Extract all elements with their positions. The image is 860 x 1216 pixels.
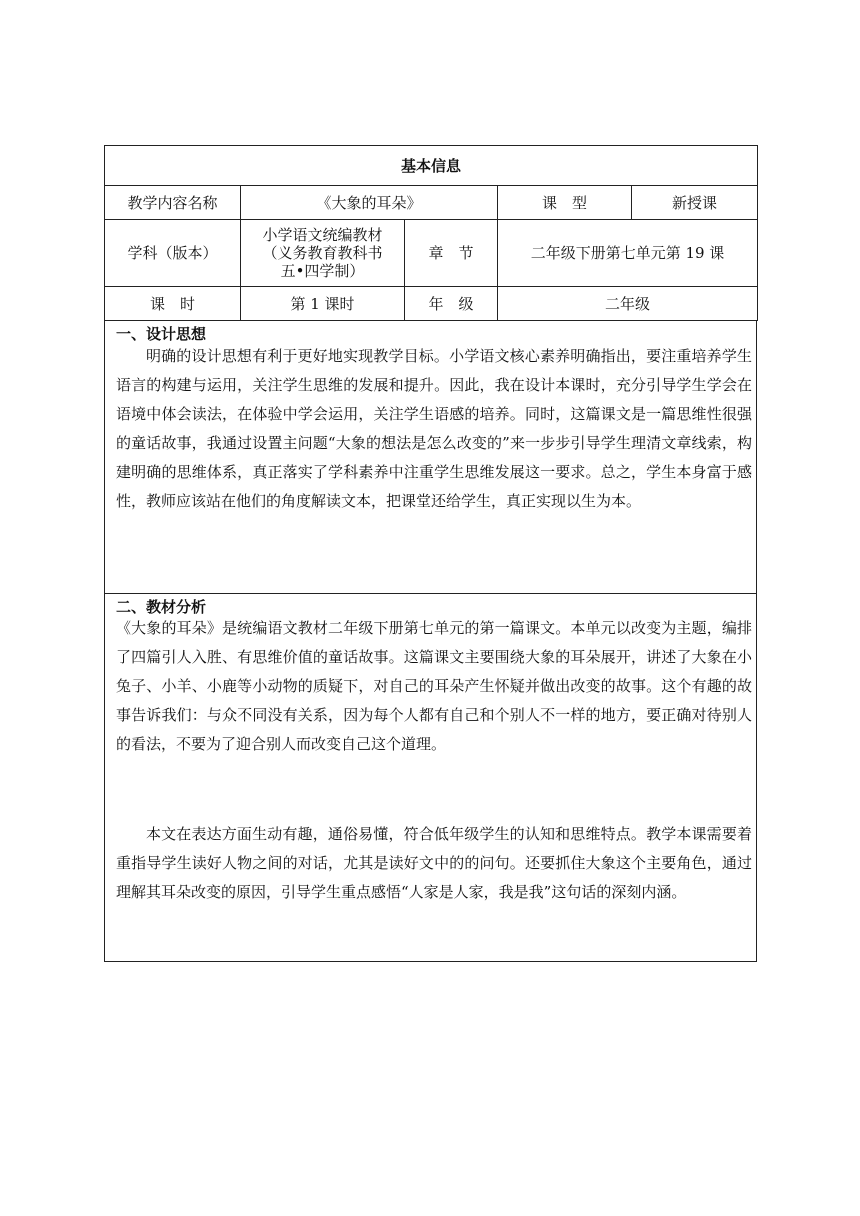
subject-value-line: （义务教育教科书 (262, 244, 383, 262)
grade-label: 年 级 (405, 287, 498, 321)
grade-value: 二年级 (498, 287, 758, 321)
design-thought-section (104, 321, 757, 594)
subject-label: 学科（版本） (105, 220, 241, 287)
content-name-value: 《大象的耳朵》 (241, 186, 498, 220)
chapter-label: 章 节 (405, 220, 498, 287)
section-paragraph: 明确的设计思想有利于更好地实现教学目标。小学语文核心素养明确指出，要注重培养学生语言的构建与运用，关注学生思维的发展和提升。因此，我在设计本课时，充分引导学生学会在语境中体会读法，在体验中学会运用，关注学生语感的培养。同时，这篇课文是一篇思维性很强的童话故事，我通过设置主问题“大象的想法是怎么改变的”来一步步引导学生理清文章线索，构建明确的思维体系，真正落实了学科素养中注重学生思维发展这一要求。总之，学生本身富于感性，教师应该站在他们的角度解读文本，把课堂还给学生，真正实现以生为本。 (116, 347, 752, 510)
basic-info-table (104, 145, 758, 321)
section-paragraph: 《大象的耳朵》是统编语文教材二年级下册第七单元的第一篇课文。本单元以改变为主题，编排了四篇引人入胜、有思维价值的童话故事。这篇课文主要围绕大象的耳朵展开，讲述了大象在小兔子、小羊、小鹿等小动物的质疑下，对自己的耳朵产生怀疑并做出改变的故事。这个有趣的故事告诉我们：与众不同没有关系，因为每个人都有自己和个别人不一样的地方，要正确对待别人的看法，不要为了迎合别人而改变自己这个道理。 (116, 619, 752, 753)
section-heading: 一、设计思想 (116, 325, 207, 343)
subject-value-line: 小学语文统编教材 (262, 226, 383, 244)
content-name-label: 教学内容名称 (105, 186, 241, 220)
chapter-value: 二年级下册第七单元第 19 课 (498, 220, 758, 287)
period-value: 第 1 课时 (241, 287, 405, 321)
subject-value (241, 220, 405, 287)
period-label: 课 时 (105, 287, 241, 321)
table-title: 基本信息 (105, 146, 758, 186)
material-analysis-section (104, 594, 757, 962)
lesson-type-label: 课 型 (498, 186, 632, 220)
section-paragraph: 本文在表达方面生动有趣，通俗易懂，符合低年级学生的认知和思维特点。教学本课需要着重指导学生读好人物之间的对话，尤其是读好文中的的问句。还要抓住大象这个主要角色，通过理解其耳朵改变的原因，引导学生重点感悟“人家是人家，我是我”这句话的深刻内涵。 (116, 825, 752, 901)
lesson-type-value: 新授课 (632, 186, 758, 220)
section-heading: 二、教材分析 (116, 598, 207, 616)
subject-value-line: 五•四学制） (280, 262, 365, 280)
